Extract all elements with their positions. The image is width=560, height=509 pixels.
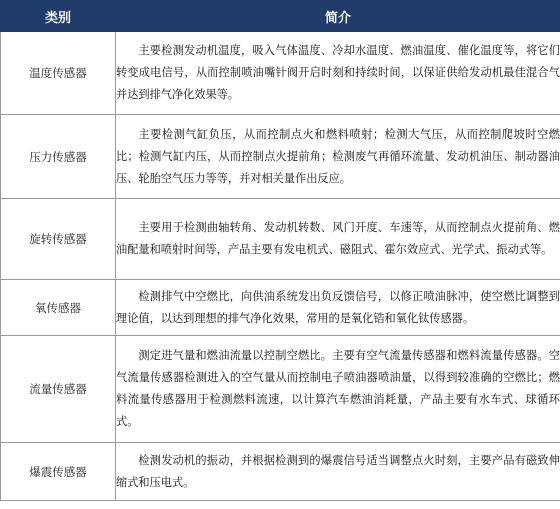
description-cell xyxy=(116,115,560,199)
column-header-category: 类别 xyxy=(1,1,116,32)
table-row xyxy=(1,336,560,443)
description-text: 主要检测发动机温度，吸入气体温度、冷却水温度、燃油温度、催化温度等，将它们转变成电信号，从而控制喷油嘴针阀开启时刻和持续时间，以保证供给发动机最佳混合气并达到排气净化效果等。 xyxy=(116,44,560,101)
description-text: 主要检测气缸负压，从而控制点火和燃料喷射；检测大气压，从而控制爬坡时空燃比；检测气缸内压，从而控制点火提前角；检测废气再循环流量、发动机油压、制动器油压、轮胎空气压力等等，并对相关量作出反应。 xyxy=(116,127,560,185)
category-cell: 温度传感器 xyxy=(1,32,116,115)
category-cell: 爆震传感器 xyxy=(1,443,116,501)
column-header-description: 简介 xyxy=(116,1,560,32)
description-text: 检测排气中空燃比，向供油系统发出负反馈信号，以修正喷油脉冲，使空燃比调整到理论值，以达到理想的排气净化效果，常用的是氧化锆和氧化钛传感器。 xyxy=(116,289,560,325)
description-text: 检测发动机的振动，并根据检测到的爆震信号适当调整点火时刻，主要产品有磁致伸缩式和压电式。 xyxy=(116,453,560,489)
description-text: 主要用于检测曲轴转角、发动机转数、风门开度、车速等，从而控制点火提前角、燃油配量和喷射时间等，产品主要有发电机式、磁阻式、霍尔效应式、光学式、振动式等。 xyxy=(116,221,560,256)
category-cell: 旋转传感器 xyxy=(1,199,116,280)
description-cell xyxy=(116,280,560,336)
category-cell: 氧传感器 xyxy=(1,280,116,336)
description-cell xyxy=(116,336,560,443)
category-cell: 流量传感器 xyxy=(1,336,116,443)
description-cell xyxy=(116,443,560,501)
table-row xyxy=(1,199,560,280)
table-row xyxy=(1,443,560,501)
description-cell xyxy=(116,199,560,280)
table-row xyxy=(1,115,560,199)
category-cell: 压力传感器 xyxy=(1,115,116,199)
table-row xyxy=(1,32,560,115)
description-text: 测定进气量和燃油流量以控制空燃比。主要有空气流量传感器和燃料流量传感器。空气流量传感器检测进入的空气量从而控制电子喷油器喷油量，以得到较准确的空燃比；燃料流量传感器用于检测燃料流速，以计算汽车燃油消耗量，产品主要有水车式、球循环式。 xyxy=(116,349,560,428)
table-header-row xyxy=(1,1,560,32)
table-row xyxy=(1,280,560,336)
description-cell xyxy=(116,32,560,115)
